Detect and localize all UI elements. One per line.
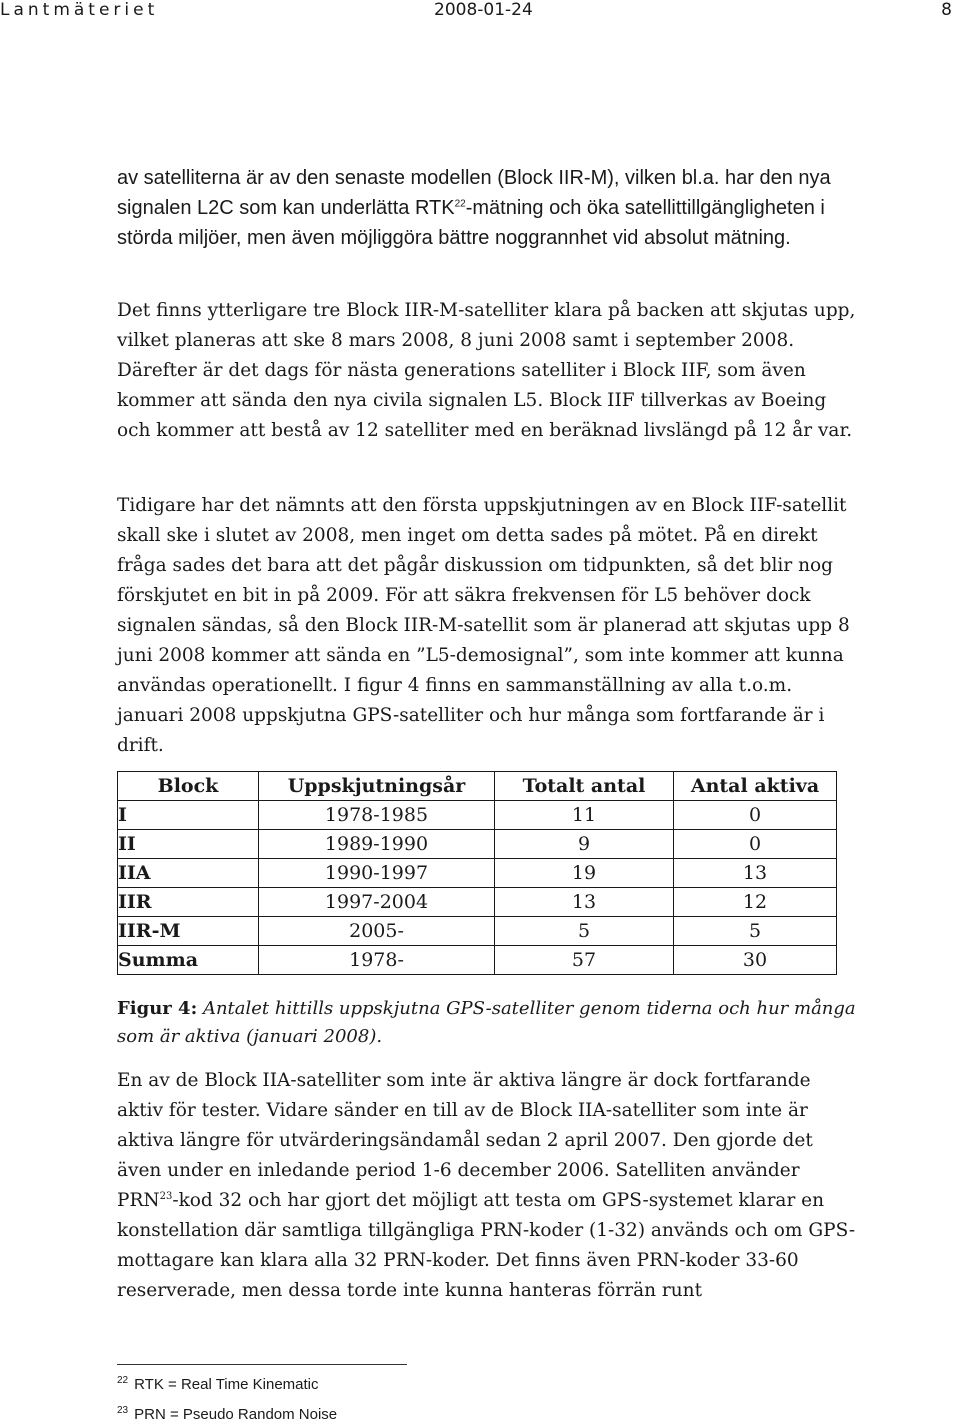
footnote-number: 23 (117, 1405, 129, 1416)
cell-total: 19 (495, 859, 674, 888)
table-row-summary (118, 946, 837, 975)
table-row (118, 830, 837, 859)
cell-active: 5 (674, 917, 837, 946)
cell-launch-years: 1997-2004 (259, 888, 495, 917)
column-header-block: Block (118, 772, 259, 801)
page-number: 8 (941, 0, 952, 20)
footnote-text: RTK = Real Time Kinematic (134, 1376, 319, 1393)
cell-block: I (118, 801, 259, 830)
paragraph-1-text-a: av satelliterna är av den senaste modellen (Block IIR-M), vilken bl.a. har den nya signalen L2C som kan underlätta RTK (117, 167, 831, 219)
caption-label: Figur 4: (117, 998, 198, 1019)
cell-launch-years: 1989-1990 (259, 830, 495, 859)
table-row (118, 801, 837, 830)
table-row (118, 917, 837, 946)
figure-caption (117, 995, 857, 1051)
table-row (118, 859, 837, 888)
paragraph-3: Tidigare har det nämnts att den första uppskjutningen av en Block IIF-satellit skall ske i slutet av 2008, men inget om detta sades på mötet. På en direkt fråga sades det bara att det pågår diskussion om tidpunkten, så det blir nog förskjutet en bit in på 2009. För att säkra frekvensen för L5 behöver dock signalen sändas, så den Block IIR-M-satellit som är planerad att skjutas upp 8 juni 2008 kommer att sända en ”L5-demosignal”, som inte kommer att kunna användas operationellt. I figur 4 finns en sammanställning av alla t.o.m. januari 2008 uppskjutna GPS-satelliter och hur många som fortfarande är i drift. (117, 495, 850, 756)
satellite-table (117, 771, 837, 975)
footnote-number: 22 (117, 1375, 129, 1386)
cell-launch-years: 1978- (259, 946, 495, 975)
footnote-ref-23[interactable]: 23 (159, 1190, 173, 1202)
cell-launch-years: 2005- (259, 917, 495, 946)
cell-block: IIR (118, 888, 259, 917)
paragraph-1 (117, 163, 857, 253)
cell-active: 30 (674, 946, 837, 975)
cell-total: 13 (495, 888, 674, 917)
cell-active: 0 (674, 801, 837, 830)
footnote-text: PRN = Pseudo Random Noise (134, 1406, 338, 1423)
cell-active: 13 (674, 859, 837, 888)
cell-total: 5 (495, 917, 674, 946)
column-header-active: Antal aktiva (674, 772, 837, 801)
cell-total: 9 (495, 830, 674, 859)
cell-block: IIR-M (118, 917, 259, 946)
table-row (118, 888, 837, 917)
header-date: 2008-01-24 (434, 0, 533, 20)
cell-active: 0 (674, 830, 837, 859)
organization-name: Lantmäteriet (0, 0, 159, 20)
paragraph-4-text-a: En av de Block IIA-satelliter som inte är aktiva längre är dock fortfarande aktiv för tester. Vidare sänder en till av de Block IIA-satelliter som inte är aktiva längre för utvärderingsändamål sedan 2 april 2007. Den gjorde det även under en inledande period 1-6 december 2006. Satelliten använder PRN (117, 1070, 813, 1211)
footnote-23 (117, 1405, 337, 1423)
cell-launch-years: 1978-1985 (259, 801, 495, 830)
cell-total: 11 (495, 801, 674, 830)
page-header (0, 0, 960, 30)
paragraph-4 (117, 1066, 857, 1306)
column-header-total: Totalt antal (495, 772, 674, 801)
cell-block: II (118, 830, 259, 859)
table-header-row (118, 772, 837, 801)
paragraph-2: Det finns ytterligare tre Block IIR-M-satelliter klara på backen att skjutas upp, vilket planeras att ske 8 mars 2008, 8 juni 2008 samt i september 2008. Därefter är det dags för nästa generations satelliter i Block IIF, som även kommer att sända den nya civila signalen L5. Block IIF tillverkas av Boeing och kommer att bestå av 12 satelliter med en beräknad livslängd på 12 år var. (117, 300, 856, 441)
footnote-ref-22[interactable]: 22 (454, 198, 466, 210)
cell-active: 12 (674, 888, 837, 917)
footnote-22 (117, 1375, 319, 1393)
cell-total: 57 (495, 946, 674, 975)
cell-launch-years: 1990-1997 (259, 859, 495, 888)
paragraph-4-text-b: -kod 32 och har gjort det möjligt att testa om GPS-systemet klarar en konstellation där samtliga tillgängliga PRN-koder (1-32) används och om GPS-mottagare kan klara alla 32 PRN-koder. Det finns även PRN-koder 33-60 reserverade, men dessa torde inte kunna hanteras förrän runt (117, 1190, 856, 1301)
column-header-launch-years: Uppskjutningsår (259, 772, 495, 801)
cell-block: IIA (118, 859, 259, 888)
paragraph-1-text-b: -mätning och öka satellittillgängligheten i störda miljöer, men även möjliggöra bättre noggrannhet vid absolut mätning. (117, 197, 825, 249)
caption-text: Antalet hittills uppskjutna GPS-satelliter genom tiderna och hur många som är aktiva (januari 2008). (117, 998, 856, 1047)
cell-block: Summa (118, 946, 259, 975)
footnote-divider (117, 1364, 407, 1365)
